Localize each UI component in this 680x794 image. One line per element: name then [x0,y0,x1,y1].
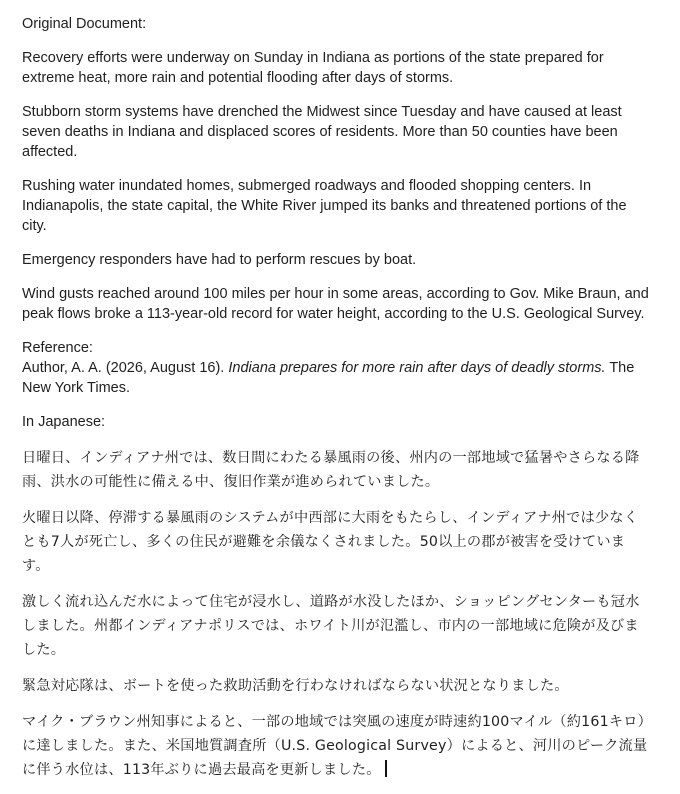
japanese-label: In Japanese: [22,414,106,430]
original-paragraph: Emergency responders have had to perform rescues by boat. [22,252,417,268]
original-document-label: Original Document: [22,16,147,32]
japanese-paragraph: 日曜日、インディアナ州では、数日間にわたる暴風雨の後、州内の一部地域で猛暑やさらなる降雨、洪水の可能性に備える中、復旧作業が進められていました。 [22,450,640,490]
reference-section [22,338,652,398]
japanese-paragraph-last [22,710,652,782]
japanese-paragraph-text: マイク・ブラウン州知事によると、一部の地域では突風の速度が時速約100マイル（約161キロ）に達しました。また、米国地質調査所（U.S. Geological Survey）によると、河川のピーク流量に伴う水位は、113年ぶりに過去最高を更新しました。 [22,714,653,778]
japanese-paragraph: 緊急対応隊は、ボートを使った救助活動を行わなければならない状況となりました。 [22,678,569,694]
original-paragraph: Rushing water inundated homes, submerged roadways and flooded shopping centers. In Indianapolis, the state capital, the White River jumped its banks and threatened portions of the city. [22,178,627,234]
original-paragraph: Stubborn storm systems have drenched the Midwest since Tuesday and have caused at least seven deaths in Indiana and displaced scores of residents. More than 50 counties have been affected. [22,104,622,160]
reference-title: Indiana prepares for more rain after days of deadly storms. [228,360,606,376]
japanese-paragraph: 激しく流れ込んだ水によって住宅が浸水し、道路が水没したほか、ショッピングセンターも冠水しました。州都インディアナポリスでは、ホワイト川が氾濫し、市内の一部地域に危険が及びました。 [22,594,640,658]
reference-label: Reference: [22,340,93,356]
reference-citation [22,358,652,398]
reference-prefix: Author, A. A. (2026, August 16). [22,360,229,376]
japanese-paragraph: 火曜日以降、停滞する暴風雨のシステムが中西部に大雨をもたらし、インディアナ州では少なくとも7人が死亡し、多くの住民が避難を余儀なくされました。50以上の郡が被害を受けています。 [22,510,639,574]
text-cursor [385,760,388,777]
original-paragraph: Recovery efforts were underway on Sunday in Indiana as portions of the state prepared for extreme heat, more rain and potential flooding after days of storms. [22,50,604,86]
reference-suffix: The New York Times. [22,360,635,396]
document-body[interactable] [22,14,652,794]
original-paragraph: Wind gusts reached around 100 miles per hour in some areas, according to Gov. Mike Braun, and peak flows broke a 113-year-old record for water height, according to the U.S. Geological Survey. [22,286,649,322]
